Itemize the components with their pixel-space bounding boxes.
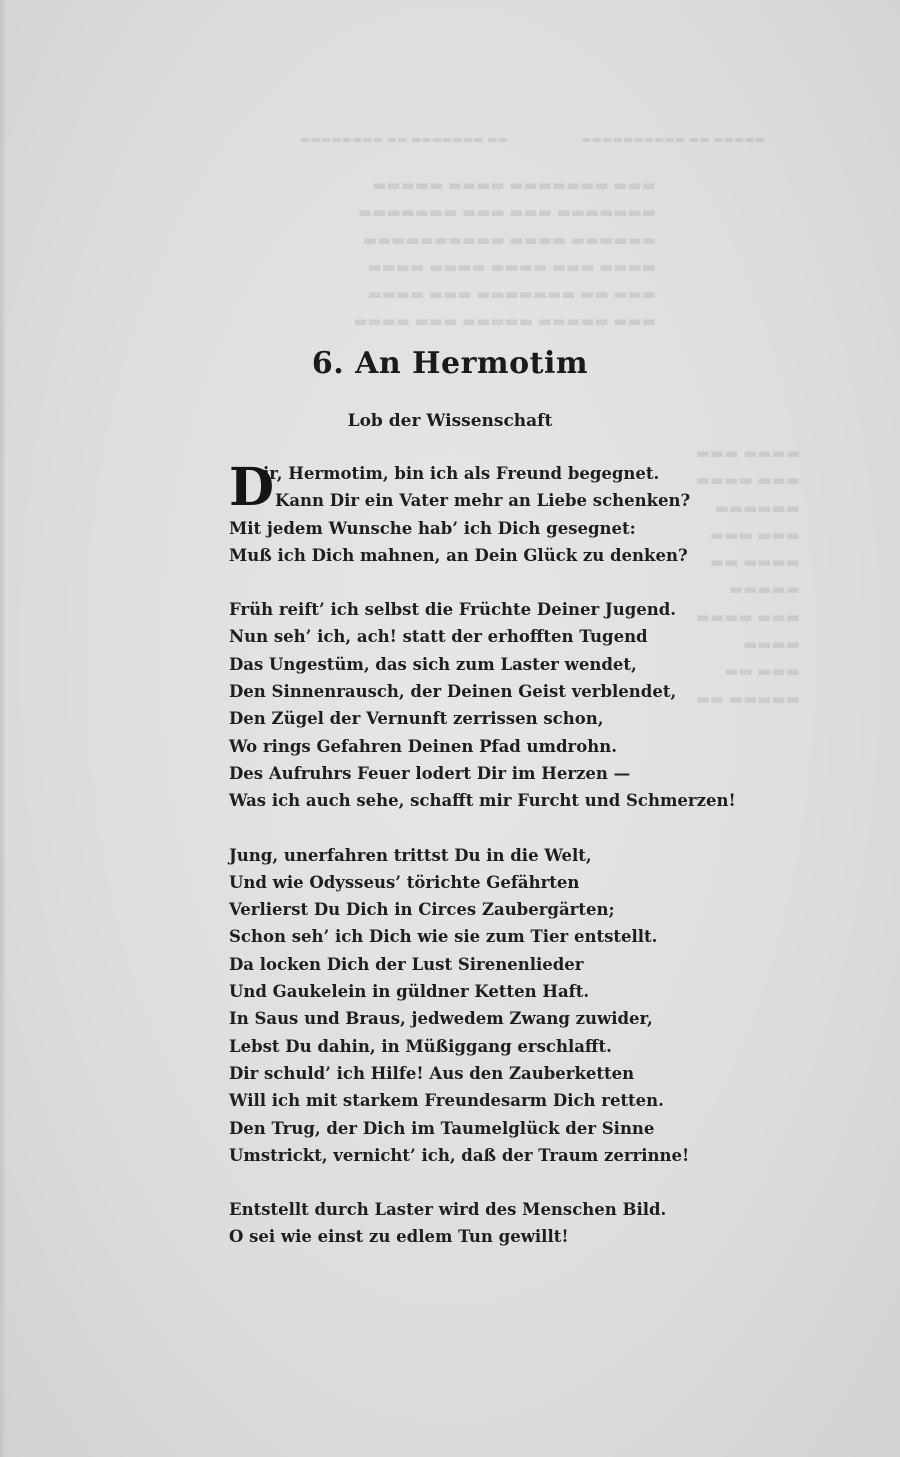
poem-line: Dir schuld’ ich Hilfe! Aus den Zauberketten — [229, 1063, 635, 1083]
poem-line: In Saus und Braus, jedwedem Zwang zuwider, — [229, 1009, 653, 1029]
poem-line: Da locken Dich der Lust Sirenenlieder — [229, 954, 584, 974]
stanza-break — [229, 1169, 669, 1196]
poem-line: Früh reift’ ich selbst die Früchte Deiner Jugend. — [229, 600, 677, 620]
poem-line: Mit jedem Wunsche hab’ ich Dich gesegnet: — [229, 518, 636, 538]
poem-body — [229, 457, 736, 1251]
poem-line: Umstrickt, vernicht’ ich, daß der Traum zerrinne! — [229, 1145, 690, 1165]
poem-line: Schon seh’ ich Dich wie sie zum Tier entstellt. — [229, 927, 658, 947]
page-edge-shadow — [0, 0, 6, 1457]
poem-line: Wo rings Gefahren Deinen Pfad umdrohn. — [229, 736, 617, 756]
poem-line: O sei wie einst zu edlem Tun gewillt! — [229, 1227, 569, 1247]
poem-line: Den Zügel der Vernunft zerrissen schon, — [229, 709, 604, 729]
poem-subtitle: Lob der Wissenschaft — [347, 411, 553, 431]
stanza — [229, 842, 690, 1170]
poem-line-text: ir, Hermotim, bin ich als Freund begegnet. — [263, 464, 660, 483]
poem-line: Das Ungestüm, das sich zum Laster wendet, — [229, 654, 637, 674]
poem-line: Und Gaukelein in güldner Ketten Haft. — [229, 982, 590, 1002]
stanza-break — [229, 569, 669, 596]
poem-line: Will ich mit starkem Freundesarm Dich retten. — [229, 1091, 664, 1111]
poem-line: Kann Dir ein Vater mehr an Liebe schenken? — [275, 491, 691, 511]
poem-line: Nun seh’ ich, ach! statt der erhofften Tugend — [229, 627, 648, 647]
drop-cap: D — [229, 457, 275, 518]
poem-line: Den Trug, der Dich im Taumelglück der Sinne — [229, 1118, 655, 1138]
poem-line: Den Sinnenrausch, der Deinen Geist verblendet, — [229, 682, 677, 702]
bleed-through-text: ▬▬▬ ▬▬▬▬▬▬▬ ▬▬▬▬ ▬▬▬▬▬ ▬▬▬▬▬▬▬ ▬▬▬ ▬▬▬ ▬▬▬▬▬▬▬ ▬▬▬▬▬▬ ▬▬▬▬ ▬▬▬▬▬▬▬▬▬▬ ▬▬▬▬ ▬▬▬ ▬▬▬▬ ▬▬▬▬ ▬▬▬▬ ▬▬▬ ▬▬ ▬▬▬▬▬▬▬ ▬▬▬ ▬▬▬▬ ▬▬▬ ▬▬▬▬▬ ▬▬▬▬▬ ▬▬▬ ▬▬▬▬ — [353, 176, 656, 331]
poem-line: Und wie Odysseus’ törichte Gefährten — [229, 872, 580, 892]
poem-line: Des Aufruhrs Feuer lodert Dir im Herzen — — [229, 763, 631, 783]
bleed-through-header: ▬▬▬▬▬ ▬▬ ▬▬▬▬▬▬▬▬▬▬ ▬▬ ▬▬▬▬▬▬▬ ▬▬ ▬▬▬▬▬▬▬▬ — [300, 133, 766, 146]
stanza-break — [229, 815, 669, 842]
stanza — [229, 1196, 669, 1251]
poem-line: Verlierst Du Dich in Circes Zaubergärten; — [229, 900, 615, 920]
stanza — [229, 457, 691, 569]
poem-title: 6. An Hermotim — [311, 346, 589, 381]
poem-line: Lebst Du dahin, in Müßiggang erschlafft. — [229, 1036, 612, 1056]
bleed-through-margin: ▬▬▬▬ ▬▬▬ ▬▬▬ ▬▬▬▬ ▬▬▬▬▬▬ ▬▬▬ ▬▬▬ ▬▬▬▬ ▬▬ ▬▬▬▬▬ ▬▬▬ ▬▬▬▬ ▬▬▬▬ ▬▬▬ ▬▬ ▬▬▬▬▬ ▬▬ — [696, 444, 800, 708]
poem-line: Was ich auch sehe, schafft mir Furcht und Schmerzen! — [229, 791, 736, 811]
poem-line: Entstellt durch Laster wird des Menschen Bild. — [229, 1200, 667, 1220]
stanza — [229, 596, 736, 814]
poem-line: Jung, unerfahren trittst Du in die Welt, — [229, 845, 592, 865]
poem-line: Muß ich Dich mahnen, an Dein Glück zu denken? — [229, 545, 688, 565]
